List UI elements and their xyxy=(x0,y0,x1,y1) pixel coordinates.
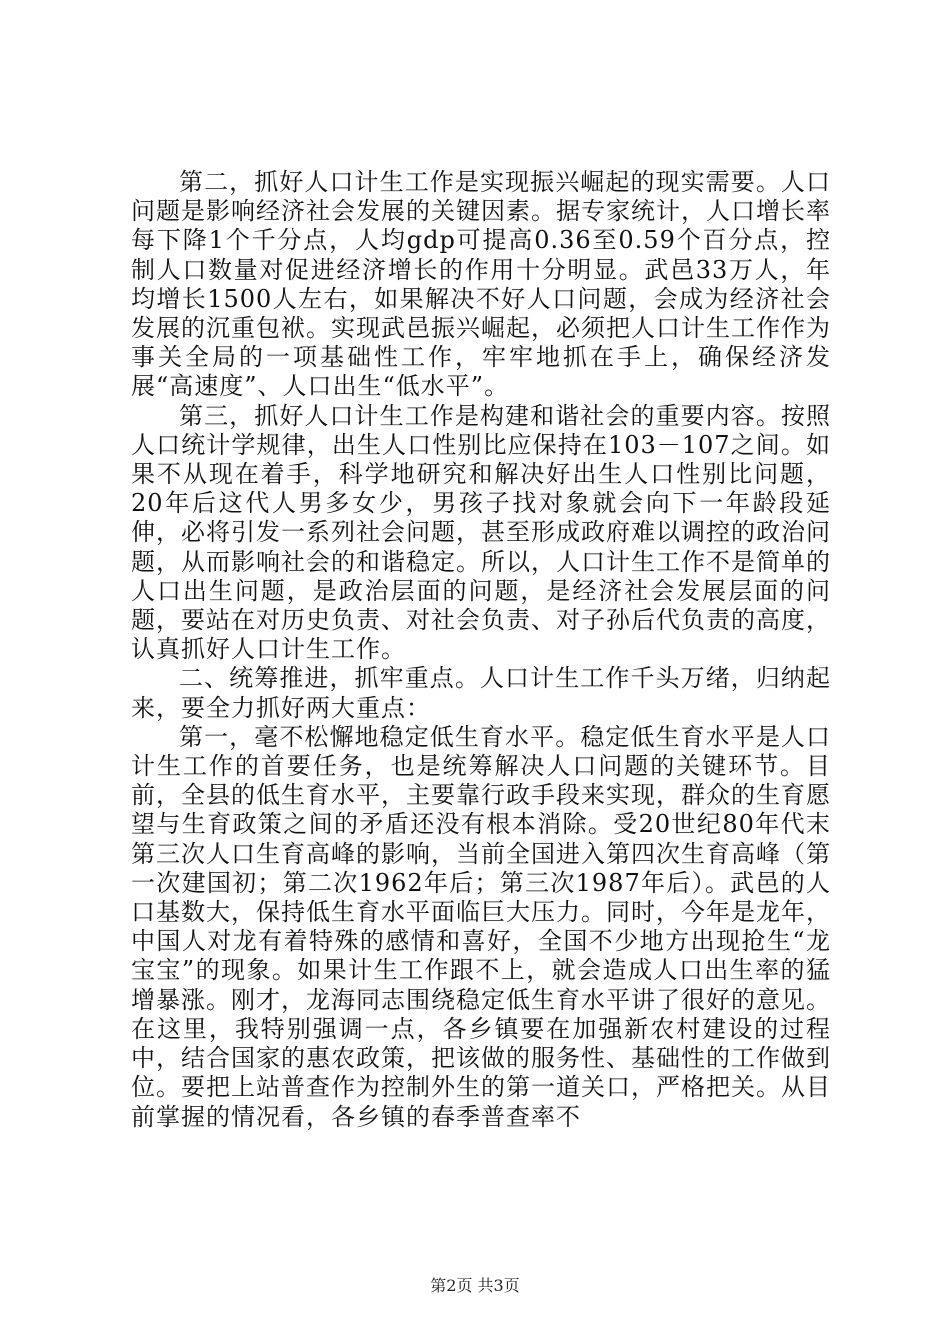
paragraph-low-birth-rate: 第一，毫不松懈地稳定低生育水平。稳定低生育水平是人口计生工作的首要任务，也是统筹解决人口问题的关键环节。目前，全县的低生育水平，主要靠行政手段来实现，群众的生育愿望与生育政策之间的矛盾还没有根本消除。受20世纪80年代末第三次人口生育高峰的影响，当前全国进入第四次生育高峰（第一次建国初；第二次1962年后；第三次1987年后）。武邑的人口基数大，保持低生育水平面临巨大压力。同时，今年是龙年，中国人对龙有着特殊的感情和喜好，全国不少地方出现抢生“龙宝宝”的现象。如果计生工作跟不上，就会造成人口出生率的猛增暴涨。刚才，龙海同志围绕稳定低生育水平讲了很好的意见。在这里，我特别强调一点，各乡镇要在加强新农村建设的过程中，结合国家的惠农政策，把该做的服务性、基础性的工作做到位。要把上站普查作为控制外生的第一道关口，严格把关。从目前掌握的情况看，各乡镇的春季普查率不 xyxy=(131,722,831,1131)
paragraph-population-economy: 第二，抓好人口计生工作是实现振兴崛起的现实需要。人口问题是影响经济社会发展的关键因素。据专家统计，人口增长率每下降1个千分点，人均gdp可提高0.36至0.59个百分点，控制人口数量对促进经济增长的作用十分明显。武邑33万人，年均增长1500人左右，如果解决不好人口问题，会成为经济社会发展的沉重包袱。实现武邑振兴崛起，必须把人口计生工作作为事关全局的一项基础性工作，牢牢地抓在手上，确保经济发展“高速度”、人口出生“低水平”。 xyxy=(131,168,831,401)
paragraph-harmonious-society: 第三，抓好人口计生工作是构建和谐社会的重要内容。按照人口统计学规律，出生人口性别比应保持在103－107之间。如果不从现在着手，科学地研究和解决好出生人口性别比问题，20年后这代人男多女少，男孩子找对象就会向下一年龄段延伸，必将引发一系列社会问题，甚至形成政府难以调控的政治问题，从而影响社会的和谐稳定。所以，人口计生工作不是简单的人口出生问题，是政治层面的问题，是经济社会发展层面的问题，要站在对历史负责、对社会负责、对子孙后代负责的高度，认真抓好人口计生工作。 xyxy=(131,401,831,664)
document-body xyxy=(131,168,831,1132)
page-footer: 第2页 共3页 xyxy=(430,1276,520,1295)
section-heading-key-points: 二、统筹推进，抓牢重点。人口计生工作千头万绪，归纳起来，要全力抓好两大重点： xyxy=(131,664,831,722)
